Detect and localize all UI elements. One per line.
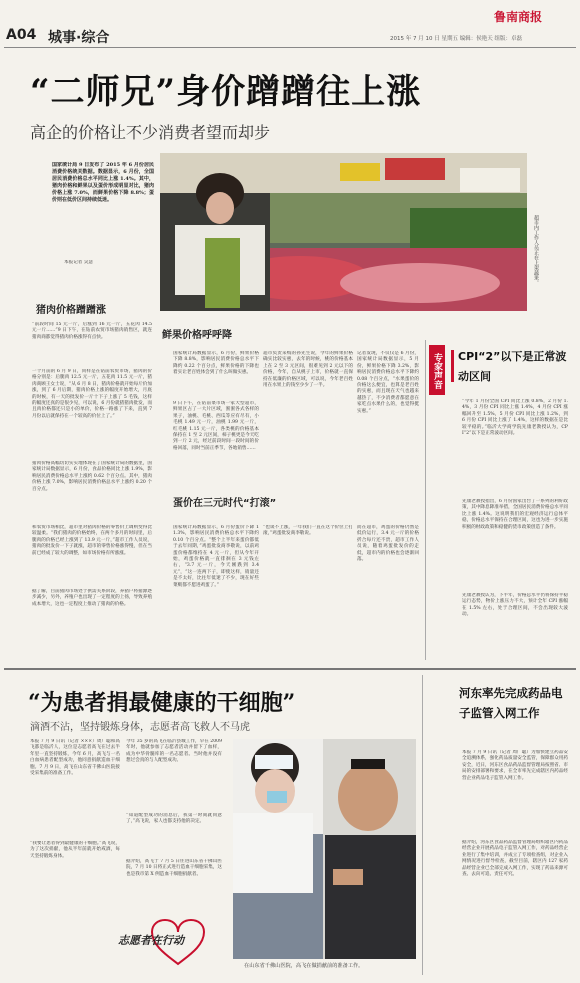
side2-divider	[422, 675, 423, 975]
col2-paragraph-4: 国家统计局数据显示，6 月份蛋价下降 11.3%，影响居民消费价格总水平下降约 0.10 个百分点。“整个上半年来蛋价都低于去年同期，”鸡蛋批发商李敬说，以前鸡蛋价格都维持在 4 元一斤，但从今年开始，鸡蛋价格就一直徘徊在 3 元钱左右，“3.7 元一斤，今天刚跌到 3.4 元”，“这一连两下子，即使这样，销量还是不太好，比往年低迷了不少，现在好些菜贩都不愿进鸡蛋了。”	[173, 525, 259, 588]
volunteer-logo-text: 志愿者在行动	[118, 934, 184, 947]
side2-paragraph-1: 本报 7 月 9 日讯（记者 周广聪）为加快建立药品安全追溯体系，强化药品质量安全监管，保障群众用药安全，近日，河东区食品药品监督管理局按照省、市局的安排部署和要求，在全市率先完成辖区内药品经营企业药品电子监管入网工作。	[462, 750, 568, 781]
story2-paragraph-5: 据介绍，高飞于 7 月 5 日住进山东省千佛山医院，7 月 10 日将正式进行造血干细胞采集，这也是我市第 X 例造血干细胞捐献者。	[126, 859, 222, 877]
photo-caption: 超市内工作人员正在上架蔬果。	[533, 215, 539, 285]
supermarket-scene-icon	[160, 153, 527, 311]
expert-voice-label: 专家声音	[429, 345, 445, 395]
col1-paragraph-4: 和农贸市场相比，超市里对猪肉价格的零售价上调则变得比较温柔。“我们猪肉的价格始终，在两个多月的时间里，后腿肉的价格已经上涨到了 13.9 元一斤，”超市工作人员说，猪肉的批发价一下子就涨，超市的零售价格涨得慢，但在当前已经成了较大的调整，如市场价格有所涨涨。	[32, 525, 152, 556]
cpi-paragraph-3: 先康老教授认为，下半年，价格总水平仍将保持平稳运行态势，物价上涨压力不大，预计全年 CPI 涨幅在 1.5% 左右，处于合理区间，不会出现较大波动。	[462, 593, 568, 618]
col1-paragraph-5: 据了解，目前猪肉市场处于供需关系阶段，养猪户将猪源逐步减少，另外，养殖户也出现了一定程度的上扬，导致养殖成本增大，这也一定程度上推动了猪肉的价格。	[32, 589, 152, 607]
col2c-paragraph-1: 记者发现，不仅仅是 6 月份，国家统计局数据显示，5 月份，鲜果价格下降 3.2%，影响居民消费价格总水平下降约 0.08 个百分点，“水果蛋价的价格这么便宜，也算是老百姓的实惠，而且现在天气也越来越热了，不少消费者都愿意在家吃点水果什么的，也觉得挺实惠。”	[357, 351, 419, 414]
col2-paragraph-1: 国家统计局数据显示，6 月份，鲜果价格下降 8.8%，影响居民消费价格总水平下降约 0.22 个百分点，鲜果价格的下降也着实让老百姓体会到了什么叫做实惠。	[173, 351, 259, 376]
supermarket-photo	[160, 153, 527, 311]
main-headline: “二师兄”身价蹭蹭往上涨	[30, 72, 422, 112]
subhead-eggs: 蛋价在三元时代“打滚”	[173, 498, 277, 509]
story2-headline: “为患者捐最健康的干细胞”	[28, 690, 296, 716]
byline: 本报记者 吴慧	[64, 260, 94, 265]
side2-title: 河东率先完成药品电子监管入网工作	[459, 686, 563, 720]
cpi-title: CPI“2”以下是正常波动区间	[458, 350, 567, 383]
paper-name: 鲁南商报	[494, 10, 543, 24]
issue-meta: 2015 年 7 月 10 日 星期五 编辑：侯艳天 组版：卓磊	[390, 36, 522, 42]
page-number: A04	[6, 27, 37, 43]
story2-subhead: 滴酒不沾，坚持锻炼身体，志愿者高飞救人不马虎	[30, 722, 250, 733]
col2c-paragraph-2: 而在超市，鸡蛋的价格仍然是低价运行，3.4 元一斤的价格折合每斤还不贵，超市工作人员说，随着鸡蛋批发价的走低，超市内的价格也会逐渐回落。	[357, 525, 419, 563]
cpi-paragraph-2: 先康老教授指出，6 月份国家出台了一系列的利好政策，其中降息降准举措，全国居民消费价格总水平同比上涨 1.4%。这说明我们的宏观经济运行总体平稳，价格总水平保持在合理区间，这也为进一步实施积极的财政政策和稳健的货币政策创造了条件。	[462, 499, 568, 530]
col2b-paragraph-1: 超市负责采购的孙先生说，今年的鲜果价格确实比较实惠，去年的时候，桃的价格基本上在 2 至 3 元区间，很难见到 2 元以下的价格，今年，自从桃子上市，价格就一直保持在低廉的价格区域，可以说，今年老百姓用在水果上的钱至少少了一半。	[263, 351, 353, 389]
volunteer-logo	[116, 902, 216, 972]
col1-paragraph-2: 一个月前的 6 月 9 日，同样是在钻前农贸市场，猪肉的价格分别是：后腿肉 12.5 元一斤，五花肉 11.5 元一斤，猪肉商顾王女士说，“从 6 月 8 日，猪肉价格就开始每斤价加涨，到了 6 月后期，猪肉价格上涨的幅度开始增大，月底的时候，有一天的批发价一斤十下子上涨了 5 毛钱，这样的幅度还真的是很少见，可以说，6 月份就猪猪肉批发，而且肉价格都还只是小的单价，价格一路涨了下来，直到 7 月份以后就保持在一个较高的价位上了。”	[32, 369, 152, 419]
cpi-paragraph-1: “今年 1 月份全国 CPI 同比上涨 0.8%，2 月份 1.4%，3 月份 CPI 同比上涨 1.4%，4 月份 CPI 涨幅回升至 1.5%，5 月份 CPI 同比上涨 1.2%，到 6 月份 CPI 同比上涨了 1.4%，这样的数据在是比较平稳的。”临沂大学商学院先康老教授认为，CPI“2”以下是正常波动区间。	[462, 399, 568, 437]
page-header	[4, 26, 576, 46]
main-subhead: 高企的价格让不少消费者望而却步	[30, 123, 271, 142]
story2-paragraph-3: 今年 35 岁的高飞在临沂县城工作，早在 2009 年时，他就参加了志愿者活动并留下了血样，成为中华骨髓库的一名志愿者。当时他并没有想过会真的与人配型成功。	[126, 739, 222, 764]
story2-paragraph-2: “我要让患者得到最健康的干细胞。”高飞说，为了这次捐献，他从半年前就开始戒酒，每天坚持锻炼身体。	[30, 841, 120, 859]
subhead-pork: 猪肉价格蹭蹭涨	[36, 305, 106, 316]
hospital-photo-caption: 在山东省千佛山医院，高飞在做捐献前的准备工作。	[244, 963, 364, 969]
lead-paragraph: 国家统计局 9 日发布了 2015 年 6 月份居民消费价格统关数据。数据显示，6 月份，全国居民消费价格总水平同比上涨 1.4%。其中，猪肉价格和鲜果以及蛋价形成明显对比，猪肉价格上涨 7.0%，而鲜果价格下降 8.8%；蛋价则在低价区间持续低迷。	[52, 162, 154, 203]
col1-paragraph-3: 猪肉价格高幅切切实实地体现在了国家统计局的数据里，国家统计局数据显示，6 月份，食品价格同比上涨 1.9%，影响居民消费价格总水平上涨约 0.62 个百分点。其中，猪肉价格上涨 7.0%，影响居民消费价格总水平上涨约 0.20 个百分点。	[32, 461, 152, 492]
subhead-fruit: 鲜果价格呼呼降	[162, 330, 232, 341]
col2-paragraph-2: 9 日下午，在钻前菜市场一家大型超市，鲜果区占了一大片区域，蜜蜜各式各样的果子，油桃、毛桃、西瓜等应有尽有，小毛桃 1.49 元一斤，油桃 1.99 元一斤，红毛桃 1.15 元一斤，各类桃的价格基本保持在 1 至 2 元区间，柿子桃更是今天吃到一斤 2 元，经过前段时间一段时间的价格回落，同时当前正季节，各地销售……	[173, 401, 259, 451]
section-name: 城事·综合	[48, 30, 110, 46]
story2-paragraph-4: “知道配型成功的消息后，我第一时间就同意了，”高飞说，家人也都支持他的决定。	[126, 813, 222, 825]
hospital-photo	[233, 739, 416, 959]
col2b-paragraph-2: “也谈不上涨，一年我们一直在这个价位上打滚，”鸡蛋批发商李敬说。	[263, 525, 353, 537]
paper-logo	[494, 6, 542, 22]
hospital-scene-icon	[233, 739, 416, 959]
story2-paragraph-1: 本报 7 月 9 日讯（记者 ×××）周广聪和高飞都是临沂人，这位是志愿者高飞在过去半年里一直坚持锻炼，今年 6 月，高飞与一名白血病患者配型成功，他同意捐献造血干细胞。7 月 9 日，高飞在山东省千佛山医院接受采集前的准备工作。	[30, 739, 120, 777]
col1-paragraph-1: “前段时间 15 元一斤，后涨到 16 元一斤，五花肉 14.5 元一斤……”9 日下午，在钻前农贸市场猪肉销售区，就连猪肉商都觉得猪肉价格涨得有点快。	[32, 322, 152, 340]
side2-paragraph-2: 据介绍，河东区食品药品监督管理局组织辖区内药品经营企业开展药品电子监管入网工作，对药品经营企业进行了集中培训，并成立了专项检查组，对企业入网情况进行督导检查，截至目前，辖区内 127 家药品经营企业已全部完成入网工作，实现了药品来源可查、去向可追、责任可究。	[462, 840, 568, 878]
column-divider	[425, 340, 426, 660]
section-rule	[4, 668, 576, 670]
header-rule	[4, 47, 576, 48]
cpi-title-bar	[451, 350, 454, 382]
